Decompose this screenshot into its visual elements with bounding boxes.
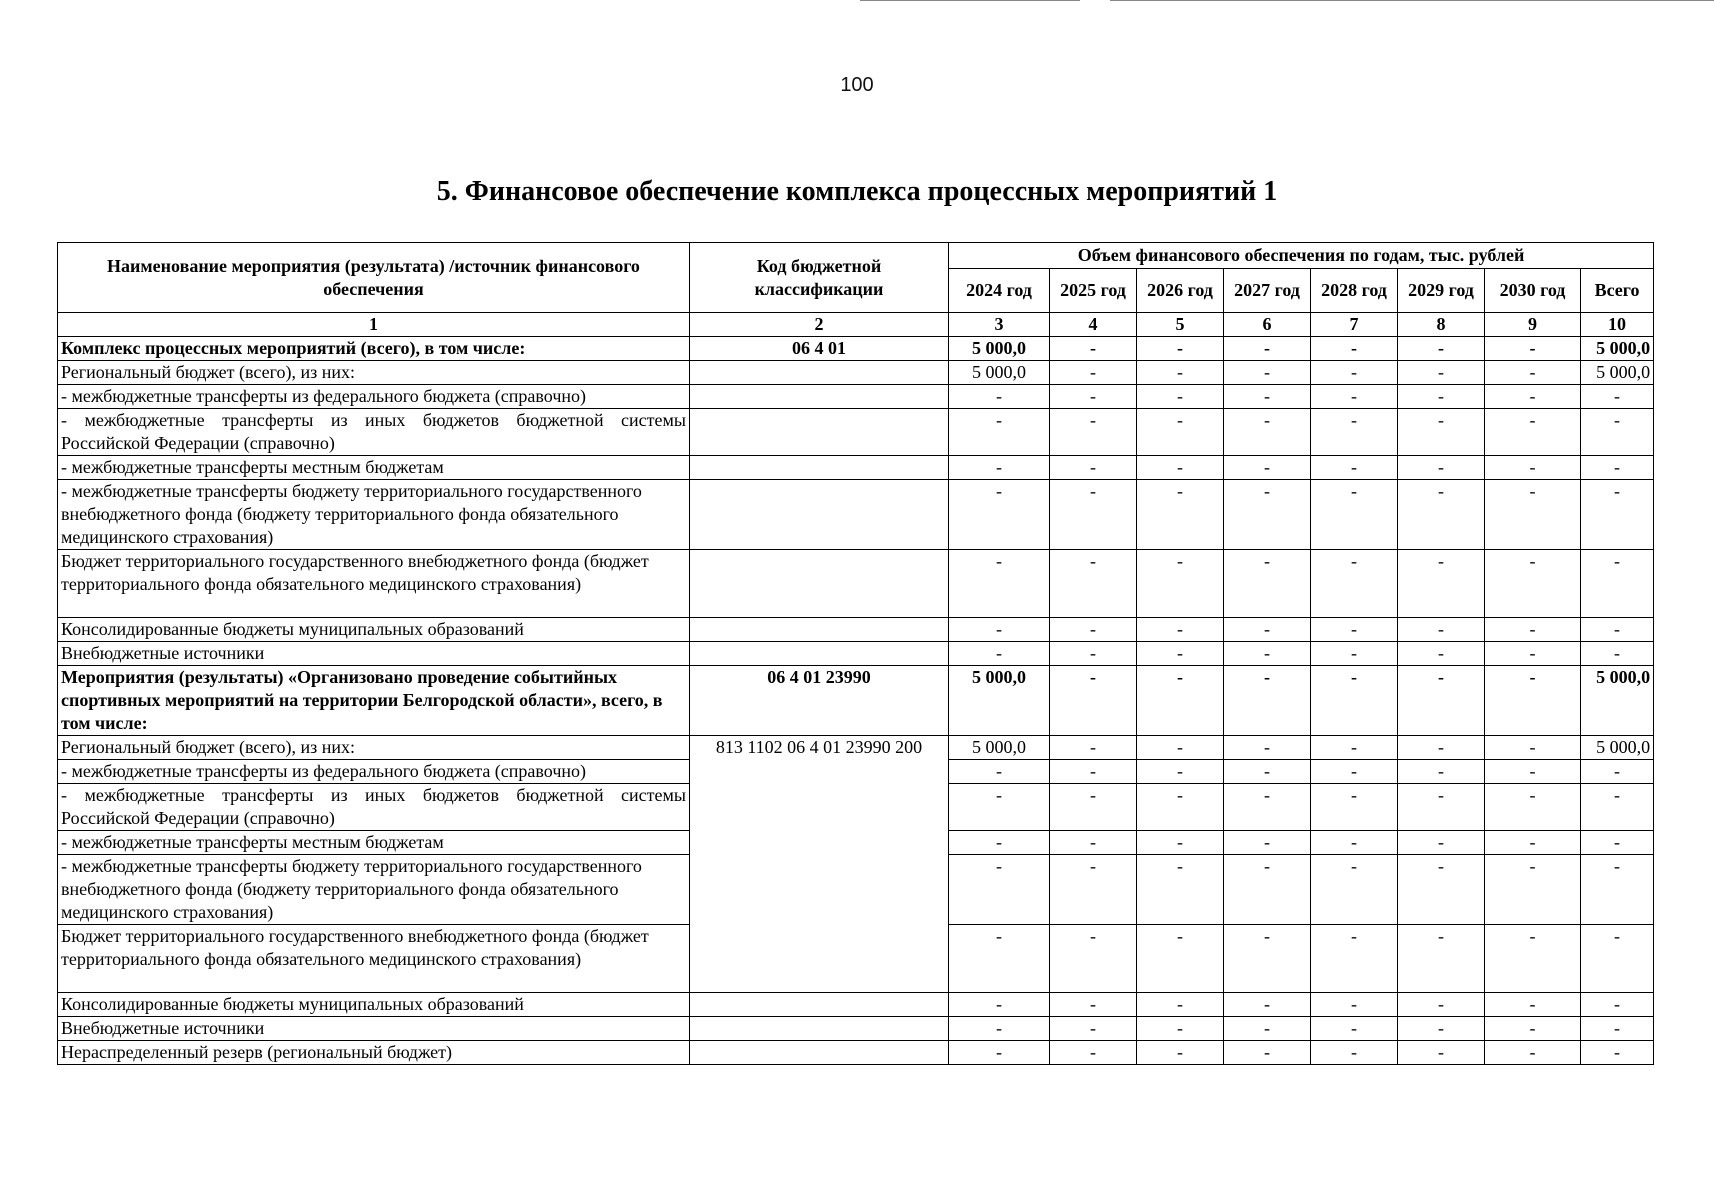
- column-index: 10: [1581, 313, 1654, 337]
- year-value-cell: -: [1398, 409, 1485, 456]
- column-index: 2: [690, 313, 949, 337]
- year-value-cell: -: [1311, 784, 1398, 831]
- year-value-cell: 5 000,0: [949, 736, 1050, 760]
- year-value-cell: -: [949, 1041, 1050, 1065]
- year-value-cell: -: [1224, 642, 1311, 666]
- year-value-cell: -: [1137, 736, 1224, 760]
- year-value-cell: -: [1311, 618, 1398, 642]
- column-header-year: 2030 год: [1485, 269, 1581, 313]
- year-value-cell: -: [1485, 409, 1581, 456]
- row-code-cell: [690, 1017, 949, 1041]
- year-value-cell: -: [1311, 480, 1398, 550]
- column-index: 7: [1311, 313, 1398, 337]
- row-total-cell: -: [1581, 1017, 1654, 1041]
- year-value-cell: -: [1311, 925, 1398, 993]
- year-value-cell: -: [1050, 831, 1137, 855]
- row-total-cell: -: [1581, 385, 1654, 409]
- row-name-cell: Консолидированные бюджеты муниципальных образований: [58, 618, 690, 642]
- row-total-cell: -: [1581, 642, 1654, 666]
- year-value-cell: -: [1311, 409, 1398, 456]
- year-value-cell: -: [1137, 1017, 1224, 1041]
- year-value-cell: -: [1311, 760, 1398, 784]
- column-index: 3: [949, 313, 1050, 337]
- year-value-cell: -: [1137, 618, 1224, 642]
- year-value-cell: -: [1137, 385, 1224, 409]
- table-row: [58, 337, 1654, 361]
- page-title: 5. Финансовое обеспечение комплекса процессных мероприятий 1: [436, 176, 1278, 207]
- year-value-cell: -: [1311, 385, 1398, 409]
- year-value-cell: -: [1137, 1041, 1224, 1065]
- row-name-cell: - межбюджетные трансферты бюджету территориального государственного внебюджетного фонда (бюджету территориального фонда обязательного медицинского страхования): [58, 480, 690, 550]
- year-value-cell: -: [1137, 855, 1224, 925]
- year-value-cell: -: [1050, 1017, 1137, 1041]
- row-name-cell: Бюджет территориального государственного внебюджетного фонда (бюджет территориального фонда обязательного медицинского страхования): [58, 550, 690, 618]
- year-value-cell: -: [949, 480, 1050, 550]
- year-value-cell: -: [1398, 642, 1485, 666]
- year-value-cell: -: [1050, 855, 1137, 925]
- row-code-cell: [690, 642, 949, 666]
- year-value-cell: -: [1485, 385, 1581, 409]
- year-value-cell: -: [1137, 361, 1224, 385]
- table-row: [58, 993, 1654, 1017]
- year-value-cell: -: [1398, 855, 1485, 925]
- year-value-cell: -: [1050, 1041, 1137, 1065]
- year-value-cell: -: [1485, 550, 1581, 618]
- year-value-cell: -: [1398, 385, 1485, 409]
- row-code-cell: [690, 385, 949, 409]
- column-header-year: 2026 год: [1137, 269, 1224, 313]
- year-value-cell: -: [1485, 337, 1581, 361]
- column-header-code: Код бюджетной классификации: [690, 243, 949, 313]
- table-row: [58, 456, 1654, 480]
- year-value-cell: -: [1485, 993, 1581, 1017]
- table-row: [58, 409, 1654, 456]
- row-code-cell: [690, 361, 949, 385]
- year-value-cell: -: [1224, 1017, 1311, 1041]
- row-code-cell: [690, 618, 949, 642]
- row-total-cell: -: [1581, 760, 1654, 784]
- year-value-cell: -: [1050, 409, 1137, 456]
- year-value-cell: -: [1485, 361, 1581, 385]
- year-value-cell: -: [1485, 831, 1581, 855]
- year-value-cell: -: [1398, 480, 1485, 550]
- year-value-cell: -: [1224, 784, 1311, 831]
- table-row: [58, 480, 1654, 550]
- table-row: [58, 642, 1654, 666]
- row-code-cell: [690, 409, 949, 456]
- year-value-cell: -: [1050, 784, 1137, 831]
- row-name-cell: - межбюджетные трансферты бюджету территориального государственного внебюджетного фонда (бюджету территориального фонда обязательного медицинского страхования): [58, 855, 690, 925]
- year-value-cell: -: [1398, 618, 1485, 642]
- row-total-cell: 5 000,0: [1581, 361, 1654, 385]
- year-value-cell: -: [1224, 855, 1311, 925]
- row-name-cell: Внебюджетные источники: [58, 642, 690, 666]
- row-code-cell: 06 4 01: [690, 337, 949, 361]
- year-value-cell: -: [1224, 1041, 1311, 1065]
- row-total-cell: -: [1581, 456, 1654, 480]
- year-value-cell: 5 000,0: [949, 337, 1050, 361]
- year-value-cell: -: [1137, 831, 1224, 855]
- row-total-cell: -: [1581, 925, 1654, 993]
- row-total-cell: -: [1581, 831, 1654, 855]
- year-value-cell: -: [949, 550, 1050, 618]
- year-value-cell: -: [1050, 760, 1137, 784]
- table-row: [58, 385, 1654, 409]
- year-value-cell: -: [949, 642, 1050, 666]
- year-value-cell: -: [1311, 1017, 1398, 1041]
- row-total-cell: -: [1581, 784, 1654, 831]
- year-value-cell: -: [949, 831, 1050, 855]
- row-total-cell: 5 000,0: [1581, 337, 1654, 361]
- year-value-cell: -: [1398, 784, 1485, 831]
- year-value-cell: -: [1224, 550, 1311, 618]
- year-value-cell: -: [1485, 456, 1581, 480]
- table-row: [58, 1017, 1654, 1041]
- column-header-name: Наименование мероприятия (результата) /источник финансового обеспечения: [58, 243, 690, 313]
- year-value-cell: -: [949, 993, 1050, 1017]
- year-value-cell: -: [1050, 361, 1137, 385]
- year-value-cell: -: [1485, 666, 1581, 736]
- year-value-cell: -: [1050, 550, 1137, 618]
- row-total-cell: -: [1581, 550, 1654, 618]
- year-value-cell: -: [1224, 385, 1311, 409]
- row-code-cell: 813 1102 06 4 01 23990 200: [690, 736, 949, 993]
- table-row: [58, 666, 1654, 736]
- column-index: 8: [1398, 313, 1485, 337]
- year-value-cell: -: [1137, 993, 1224, 1017]
- year-value-cell: -: [1050, 666, 1137, 736]
- column-header-year: 2028 год: [1311, 269, 1398, 313]
- year-value-cell: -: [1050, 925, 1137, 993]
- year-value-cell: -: [1485, 760, 1581, 784]
- row-name-cell: Бюджет территориального государственного внебюджетного фонда (бюджет территориального фонда обязательного медицинского страхования): [58, 925, 690, 993]
- column-header-year: 2025 год: [1050, 269, 1137, 313]
- year-value-cell: -: [1398, 925, 1485, 993]
- row-name-cell: - межбюджетные трансферты из иных бюджетов бюджетной системы Российской Федерации (справочно): [58, 409, 690, 456]
- year-value-cell: -: [1137, 456, 1224, 480]
- year-value-cell: -: [1137, 925, 1224, 993]
- year-value-cell: -: [1398, 456, 1485, 480]
- row-name-cell: Внебюджетные источники: [58, 1017, 690, 1041]
- page-number: 100: [840, 74, 874, 96]
- year-value-cell: -: [1485, 925, 1581, 993]
- year-value-cell: -: [1137, 760, 1224, 784]
- year-value-cell: -: [1311, 993, 1398, 1017]
- year-value-cell: -: [1050, 736, 1137, 760]
- row-name-cell: - межбюджетные трансферты из федерального бюджета (справочно): [58, 760, 690, 784]
- year-value-cell: -: [1137, 409, 1224, 456]
- year-value-cell: -: [1311, 337, 1398, 361]
- row-name-cell: - межбюджетные трансферты местным бюджетам: [58, 831, 690, 855]
- column-index: 9: [1485, 313, 1581, 337]
- year-value-cell: -: [949, 409, 1050, 456]
- year-value-cell: -: [1311, 550, 1398, 618]
- year-value-cell: -: [1398, 1017, 1485, 1041]
- year-value-cell: -: [949, 855, 1050, 925]
- table-row: [58, 618, 1654, 642]
- year-value-cell: -: [1485, 480, 1581, 550]
- table-row: [58, 736, 1654, 760]
- year-value-cell: -: [1137, 784, 1224, 831]
- column-index-row: [58, 313, 1654, 337]
- year-value-cell: -: [1485, 1041, 1581, 1065]
- row-name-cell: - межбюджетные трансферты из федерального бюджета (справочно): [58, 385, 690, 409]
- year-value-cell: -: [1485, 1017, 1581, 1041]
- year-value-cell: -: [1050, 642, 1137, 666]
- year-value-cell: -: [949, 1017, 1050, 1041]
- year-value-cell: -: [1398, 550, 1485, 618]
- row-code-cell: [690, 1041, 949, 1065]
- year-value-cell: -: [1311, 855, 1398, 925]
- year-value-cell: -: [1050, 456, 1137, 480]
- year-value-cell: -: [1224, 409, 1311, 456]
- year-value-cell: -: [1485, 855, 1581, 925]
- year-value-cell: -: [1224, 925, 1311, 993]
- top-rule: [860, 0, 1080, 1]
- year-value-cell: -: [1224, 831, 1311, 855]
- year-value-cell: -: [949, 385, 1050, 409]
- year-value-cell: -: [1311, 456, 1398, 480]
- column-header-year: 2024 год: [949, 269, 1050, 313]
- year-value-cell: -: [1224, 480, 1311, 550]
- column-header-year: 2029 год: [1398, 269, 1485, 313]
- financing-table: [57, 242, 1654, 1065]
- year-value-cell: -: [1137, 550, 1224, 618]
- table-row: [58, 550, 1654, 618]
- table-row: [58, 1041, 1654, 1065]
- year-value-cell: -: [1311, 666, 1398, 736]
- table-row: [58, 361, 1654, 385]
- column-index: 1: [58, 313, 690, 337]
- year-value-cell: -: [1311, 642, 1398, 666]
- row-name-cell: Нераспределенный резерв (региональный бюджет): [58, 1041, 690, 1065]
- year-value-cell: -: [1137, 337, 1224, 361]
- top-rule: [1110, 0, 1714, 1]
- year-value-cell: -: [1485, 618, 1581, 642]
- row-name-cell: Консолидированные бюджеты муниципальных образований: [58, 993, 690, 1017]
- row-name-cell: Региональный бюджет (всего), из них:: [58, 736, 690, 760]
- year-value-cell: -: [1224, 736, 1311, 760]
- column-header-total: Всего: [1581, 269, 1654, 313]
- year-value-cell: -: [1398, 993, 1485, 1017]
- year-value-cell: -: [1137, 666, 1224, 736]
- year-value-cell: 5 000,0: [949, 666, 1050, 736]
- year-value-cell: -: [1311, 831, 1398, 855]
- year-value-cell: -: [1224, 361, 1311, 385]
- year-value-cell: -: [949, 925, 1050, 993]
- column-index: 4: [1050, 313, 1137, 337]
- year-value-cell: -: [1398, 337, 1485, 361]
- year-value-cell: 5 000,0: [949, 361, 1050, 385]
- year-value-cell: -: [1398, 361, 1485, 385]
- year-value-cell: -: [1050, 337, 1137, 361]
- row-name-cell: Региональный бюджет (всего), из них:: [58, 361, 690, 385]
- year-value-cell: -: [1398, 831, 1485, 855]
- row-name-cell: - межбюджетные трансферты из иных бюджетов бюджетной системы Российской Федерации (справочно): [58, 784, 690, 831]
- row-total-cell: -: [1581, 993, 1654, 1017]
- row-total-cell: -: [1581, 409, 1654, 456]
- row-name-cell: Мероприятия (результаты) «Организовано проведение событийных спортивных мероприятий на территории Белгородской области», всего, в том числе:: [58, 666, 690, 736]
- year-value-cell: -: [1485, 784, 1581, 831]
- year-value-cell: -: [1137, 642, 1224, 666]
- row-total-cell: -: [1581, 480, 1654, 550]
- row-total-cell: -: [1581, 1041, 1654, 1065]
- row-code-cell: [690, 456, 949, 480]
- column-index: 5: [1137, 313, 1224, 337]
- year-value-cell: -: [1224, 337, 1311, 361]
- year-value-cell: -: [1224, 666, 1311, 736]
- table-body: [58, 337, 1654, 1065]
- year-value-cell: -: [1224, 760, 1311, 784]
- column-header-year: 2027 год: [1224, 269, 1311, 313]
- year-value-cell: -: [1224, 993, 1311, 1017]
- row-code-cell: 06 4 01 23990: [690, 666, 949, 736]
- year-value-cell: -: [949, 456, 1050, 480]
- row-total-cell: -: [1581, 855, 1654, 925]
- year-value-cell: -: [1311, 1041, 1398, 1065]
- row-name-cell: Комплекс процессных мероприятий (всего), в том числе:: [58, 337, 690, 361]
- row-total-cell: -: [1581, 618, 1654, 642]
- year-value-cell: -: [1485, 736, 1581, 760]
- row-total-cell: 5 000,0: [1581, 736, 1654, 760]
- column-index: 6: [1224, 313, 1311, 337]
- year-value-cell: -: [1398, 760, 1485, 784]
- year-value-cell: -: [1050, 618, 1137, 642]
- year-value-cell: -: [949, 760, 1050, 784]
- year-value-cell: -: [1311, 736, 1398, 760]
- year-value-cell: -: [949, 618, 1050, 642]
- year-value-cell: -: [1137, 480, 1224, 550]
- year-value-cell: -: [1050, 993, 1137, 1017]
- year-value-cell: -: [949, 784, 1050, 831]
- row-code-cell: [690, 550, 949, 618]
- row-code-cell: [690, 480, 949, 550]
- row-name-cell: - межбюджетные трансферты местным бюджетам: [58, 456, 690, 480]
- year-value-cell: -: [1224, 618, 1311, 642]
- year-value-cell: -: [1311, 361, 1398, 385]
- year-value-cell: -: [1224, 456, 1311, 480]
- year-value-cell: -: [1398, 666, 1485, 736]
- year-value-cell: -: [1485, 642, 1581, 666]
- year-value-cell: -: [1050, 480, 1137, 550]
- row-code-cell: [690, 993, 949, 1017]
- year-value-cell: -: [1398, 1041, 1485, 1065]
- column-header-volume: Объем финансового обеспечения по годам, тыс. рублей: [949, 243, 1654, 269]
- year-value-cell: -: [1050, 385, 1137, 409]
- year-value-cell: -: [1398, 736, 1485, 760]
- row-total-cell: 5 000,0: [1581, 666, 1654, 736]
